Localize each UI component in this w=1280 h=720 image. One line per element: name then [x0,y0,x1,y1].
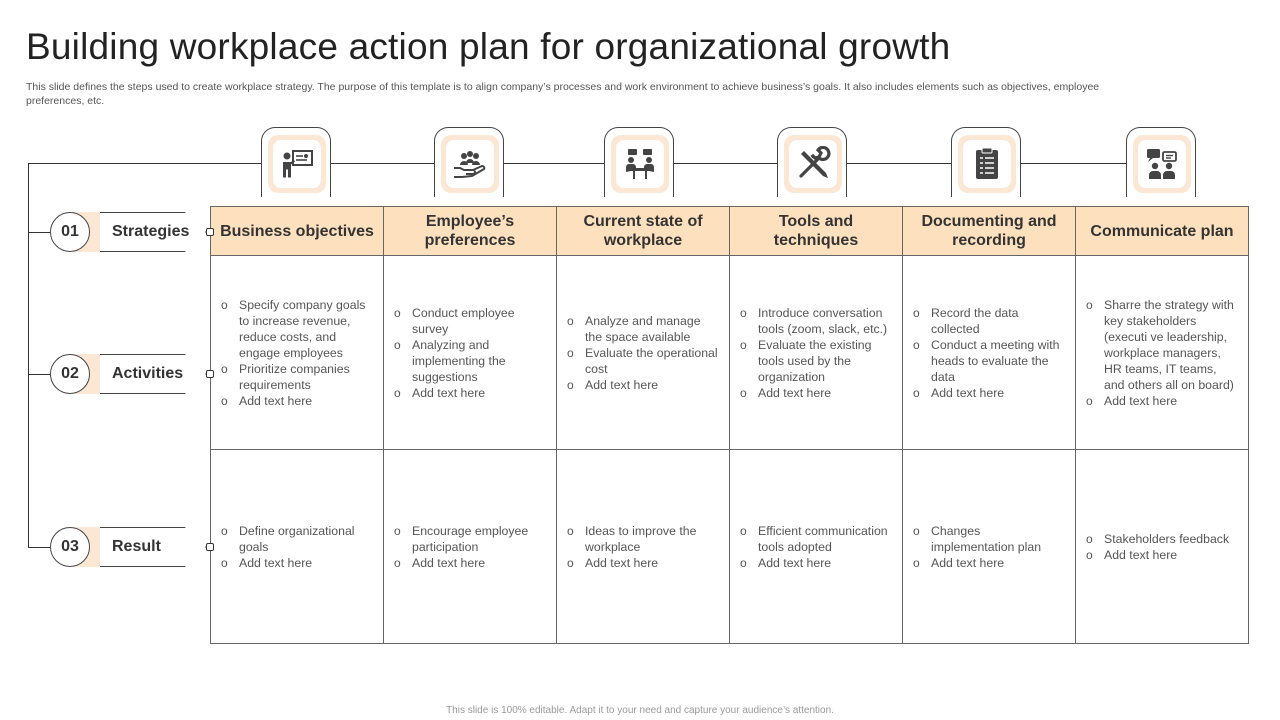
list-item: o Specify company goals to increase revenue, reduce costs, and engage employees [221,297,373,361]
icon-tab-business-objectives [261,127,331,197]
icon-tab-documenting [951,127,1021,197]
list-item: o Evaluate the operational cost [567,345,719,377]
list-item: o Ideas to improve the workplace [567,523,719,555]
list-item: o Add text here [394,385,546,401]
list-item: o Add text here [1086,393,1238,409]
list-item: o Add text here [567,377,719,393]
table-header-row [211,207,1249,256]
wrench-pencil-icon [795,146,831,182]
list-item: o Encourage employee participation [394,523,546,555]
list-item: o Add text here [740,555,892,571]
list-item: o Prioritize companies requirements [221,361,373,393]
action-plan-table [210,206,1249,644]
list-item: o Add text here [221,555,373,571]
list-item: o Add text here [740,385,892,401]
row-label-activities [50,354,212,394]
slide-title: Building workplace action plan for organizational growth [26,26,951,67]
list-item: o Record the data collected [913,305,1065,337]
connector-dot [206,370,214,378]
presentation-board-icon [279,146,315,182]
row-number-badge: 01 [50,212,90,252]
connector-row-1 [28,232,50,233]
table-cell [1076,450,1249,644]
column-header: Communicate plan [1076,207,1249,256]
icon-tab-employee-preferences [434,127,504,197]
list-item: o Evaluate the existing tools used by the organization [740,337,892,385]
list-item: o Analyze and manage the space available [567,313,719,345]
table-row-activities [211,256,1249,450]
connector-dot [206,228,214,236]
list-item: o Add text here [913,385,1065,401]
icon-tab-tools [777,127,847,197]
table-cell [557,450,730,644]
list-item: o Analyzing and implementing the suggestions [394,337,546,385]
list-item: o Changes implementation plan [913,523,1065,555]
connector-vertical [28,163,29,548]
connector-row-2 [28,374,50,375]
people-chat-icon [1144,146,1180,182]
list-item: o Add text here [221,393,373,409]
table-cell [211,256,384,450]
connector-row-3 [28,547,50,548]
table-cell [730,450,903,644]
table-cell [730,256,903,450]
icon-tab-communicate [1126,127,1196,197]
list-item: o Introduce conversation tools (zoom, slack, etc.) [740,305,892,337]
list-item: o Efficient communication tools adopted [740,523,892,555]
table-cell [903,450,1076,644]
table-cell [384,450,557,644]
column-header: Employee’s preferences [384,207,557,256]
slide-subtitle: This slide defines the steps used to create workplace strategy. The purpose of this template is to align company’s processes and work environment to achieve business’s goals. It also includes elements such as objectives, employee preferences, etc. [26,81,1100,107]
hand-team-icon [452,146,488,182]
icon-tab-current-state [604,127,674,197]
table-cell [557,256,730,450]
list-item: o Sharre the strategy with key stakeholders (executi ve leadership, workplace managers, HR teams, IT teams, and others all on board) [1086,297,1238,393]
column-header: Tools and techniques [730,207,903,256]
list-item: o Conduct a meeting with heads to evaluate the data [913,337,1065,385]
table-cell [211,450,384,644]
row-number-badge: 03 [50,527,90,567]
list-item: o Conduct employee survey [394,305,546,337]
list-item: o Add text here [394,555,546,571]
list-item: o Add text here [913,555,1065,571]
table-cell [903,256,1076,450]
column-header: Business objectives [211,207,384,256]
table-row-result [211,450,1249,644]
row-label-text: Activities [112,365,184,382]
connector-dot [206,543,214,551]
list-item: o Add text here [567,555,719,571]
row-label-text: Strategies [112,223,190,240]
column-header: Current state of workplace [557,207,730,256]
row-number-badge: 02 [50,354,90,394]
list-item: o Define organizational goals [221,523,373,555]
table-cell [384,256,557,450]
table-cell [1076,256,1249,450]
list-item: o Add text here [1086,547,1238,563]
list-item: o Stakeholders feedback [1086,531,1238,547]
footer-note: This slide is 100% editable. Adapt it to your need and capture your audience’s attention. [446,705,834,716]
row-label-result [50,527,212,567]
row-label-text: Result [112,538,161,555]
clipboard-checklist-icon [969,146,1005,182]
column-header: Documenting and recording [903,207,1076,256]
row-label-strategies [50,212,212,252]
meeting-table-icon [622,146,658,182]
